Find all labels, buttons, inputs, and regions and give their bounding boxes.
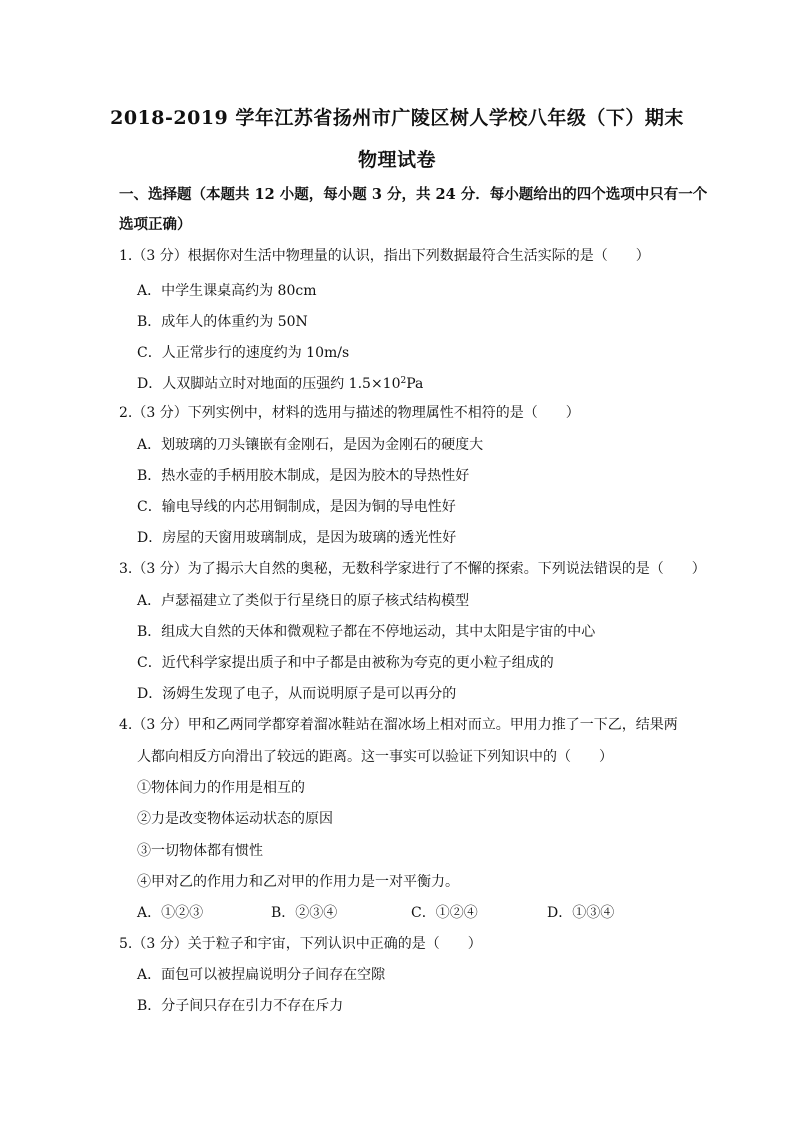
- exam-title-line2: 物理试卷: [357, 149, 436, 171]
- question-4-option-b: B．②③④: [271, 905, 338, 921]
- question-1-option-d: [137, 375, 423, 393]
- question-1-option-b: B．成年人的体重约为 50N: [137, 314, 308, 330]
- question-1-option-a: A．中学生课桌高约为 80cm: [137, 283, 317, 299]
- section-heading-cont: 选项正确）: [119, 216, 192, 233]
- question-3-option-a: A．卢瑟福建立了类似于行星绕日的原子核式结构模型: [137, 593, 470, 609]
- question-2-option-d: D．房屋的天窗用玻璃制成，是因为玻璃的透光性好: [137, 530, 457, 546]
- section-heading: 一、选择题（本题共 12 小题，每小题 3 分，共 24 分．每小题给出的四个选项中只有一个: [119, 186, 708, 203]
- question-5-option-b: B．分子间只存在引力不存在斥力: [137, 998, 344, 1014]
- option-d-unit: Pa: [406, 376, 424, 392]
- question-3-option-c: C．近代科学家提出质子和中子都是由被称为夸克的更小粒子组成的: [137, 655, 554, 671]
- question-3-option-b: B．组成大自然的天体和微观粒子都在不停地运动，其中太阳是宇宙的中心: [137, 624, 596, 640]
- exam-title-line1: 2018-2019 学年江苏省扬州市广陵区树人学校八年级（下）期末: [110, 107, 684, 129]
- question-3-option-d: D．汤姆生发现了电子，从而说明原子是可以再分的: [137, 686, 457, 702]
- question-4-statement-2: ②力是改变物体运动状态的原因: [137, 811, 333, 827]
- question-4-statement-1: ①物体间力的作用是相互的: [137, 780, 305, 796]
- question-1-option-c: C．人正常步行的速度约为 10m/s: [137, 345, 350, 361]
- question-4-option-a: A．①②③: [137, 905, 204, 921]
- question-2-stem: 2.（3 分）下列实例中，材料的选用与描述的物理属性不相符的是（ ）: [119, 405, 580, 421]
- exponent: 2: [400, 376, 407, 386]
- question-2-option-c: C．输电导线的内芯用铜制成，是因为铜的导电性好: [137, 499, 456, 515]
- option-d-text: D．人双脚站立时对地面的压强约 1.5×10: [137, 376, 401, 392]
- question-4-options: [0, 904, 794, 922]
- question-4-stem: 4.（3 分）甲和乙两同学都穿着溜冰鞋站在溜冰场上相对而立。甲用力推了一下乙，结果两: [119, 717, 678, 733]
- question-5-stem: 5.（3 分）关于粒子和宇宙，下列认识中正确的是（ ）: [119, 936, 482, 952]
- question-4-statement-3: ③一切物体都有惯性: [137, 843, 263, 859]
- question-2-option-a: A．划玻璃的刀头镶嵌有金刚石，是因为金刚石的硬度大: [137, 437, 484, 453]
- question-3-stem: 3.（3 分）为了揭示大自然的奥秘，无数科学家进行了不懈的探索。下列说法错误的是（ ）: [119, 561, 706, 577]
- question-1-stem: 1.（3 分）根据你对生活中物理量的认识，指出下列数据最符合生活实际的是（ ）: [119, 248, 650, 264]
- question-4-option-c: C．①②④: [411, 905, 478, 921]
- question-4-option-d: D．①③④: [547, 905, 615, 921]
- question-5-option-a: A．面包可以被捏扁说明分子间存在空隙: [137, 967, 386, 983]
- question-2-option-b: B．热水壶的手柄用胶木制成，是因为胶木的导热性好: [137, 468, 470, 484]
- question-4-stem-cont: 人都向相反方向滑出了较远的距离。这一事实可以验证下列知识中的（ ）: [137, 749, 613, 765]
- question-4-statement-4: ④甲对乙的作用力和乙对甲的作用力是一对平衡力。: [137, 874, 459, 890]
